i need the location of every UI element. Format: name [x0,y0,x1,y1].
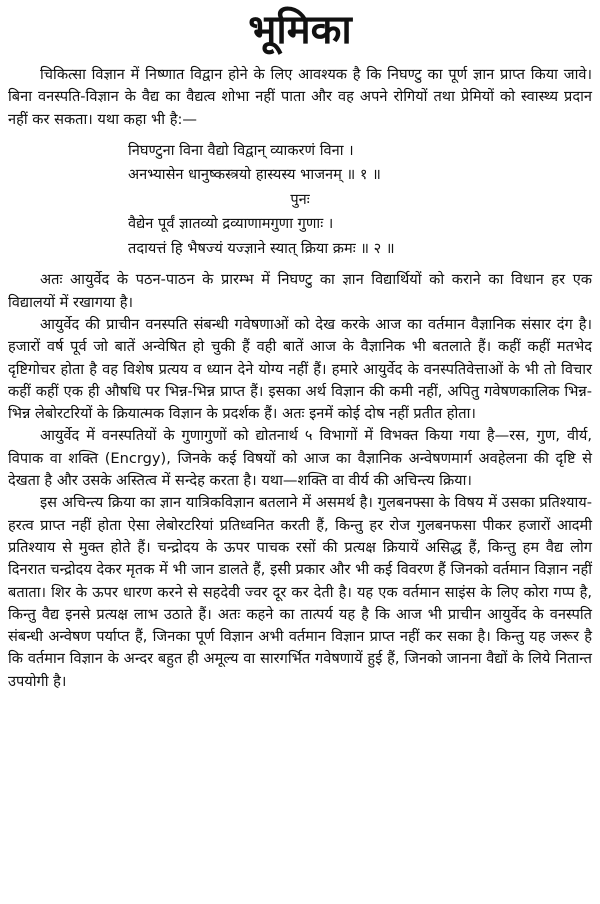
paragraph-inconceivable-action: इस अचिन्त्य क्रिया का ज्ञान यात्रिकविज्ञान बतलाने में असमर्थ है। गुलबनफ्सा के विषय में उसका प्रतिश्याय-हरत्व प्राप्त नहीं होता ऐसा लेबोरटरियां प्रतिध्वनित करती हैं, किन्तु हर रोज गुलबनफसा पीकर हजारों आदमी प्रतिश्याय से मुक्त होते हैं। चन्द्रोदय के ऊपर पाचक रसों की प्रत्यक्ष क्रियायें असिद्ध हैं, किन्तु हम वैद्य लोग दिनरात चन्द्रोदय देकर मृतक में भी जान डालते हैं, इसी प्रकार और भी कई विवरण हैं जिनको वर्तमान विज्ञान नहीं बताता। शिर के ऊपर धारण करने से सहदेवी ज्वर दूर कर देती है। यह एक वर्तमान साइंस के लिए कोरा गप्प है, किन्तु वैद्य इनसे प्रत्यक्ष लाभ उठाते हैं। अतः कहने का तात्पर्य यह है कि आज भी प्राचीन आयुर्वेद के वनस्पति संबन्धी अन्वेषण पर्याप्त हैं, जिनका पूर्ण विज्ञान अभी वर्तमान विज्ञान प्राप्त नहीं कर सका है। किन्तु यह जरूर है कि वर्तमान विज्ञान के अन्दर बहुत ही अमूल्य वा सारगर्भित गवेषणायें हुई हैं, जिनको जानना वैद्यों के लिये नितान्त उपयोगी है। [8,494,592,690]
page-title: भूमिका [248,7,352,53]
verse-line-2: अनभ्यासेन धानुष्कस्त्रयो हास्यस्य भाजनम् ॥ १ ॥ [128,166,381,184]
paragraph-ancient-research: आयुर्वेद की प्राचीन वनस्पति संबन्धी गवेषणाओं को देख करके आज का वर्तमान वैज्ञानिक संसार दंग है। हजारों वर्ष पूर्व जो बातें अन्वेषित हो चुकी हैं वही बातें आज के वैज्ञानिक भी बतलाते हैं। कहीं कहीं मतभेद दृष्टिगोचर होता है वह विशेष प्रत्यय व ध्यान देने योग्य नहीं हैं। हमारे आयुर्वेद के वनस्पतिवेत्ताओं के भी तो विचार कहीं कहीं एक ही औषधि पर भिन्न-भिन्न प्राप्त हैं। इसका अर्थ विज्ञान की कमी नहीं, अपितु गवेषणकालिक भिन्न-भिन्न लेबोरटरियों के क्रियात्मक विज्ञान के प्रदर्शक हैं। अतः इनमें कोई दोष नहीं प्रतीत होता। [8,315,592,423]
intro-paragraph: चिकित्सा विज्ञान में निष्णात विद्वान होने के लिए आवश्यक है कि निघण्टु का पूर्ण ज्ञान प्राप्त किया जावे। बिना वनस्पति-विज्ञान के वैद्य का वैद्यत्व शोभा नहीं पाता और वह अपने रोगियों तथा प्रेमियों को स्वास्थ्य प्रदान नहीं कर सकता। यथा कहा भी है:— [8,66,592,128]
verse-connector: पुनः [290,190,310,208]
paragraph-nighantu-study: अतः आयुर्वेद के पठन-पाठन के प्रारम्भ में निघण्टु का ज्ञान विद्यार्थियों को कराने का विधान हर एक विद्यालयों में रखागया है। [8,271,592,311]
verse-line-4: तदायत्तं हि भैषज्यं यज्ज्ञाने स्यात् क्रिया क्रमः ॥ २ ॥ [128,239,395,257]
paragraph-properties: आयुर्वेद में वनस्पतियों के गुणागुणों को द्योतनार्थ ५ विभागों में विभक्त किया गया है—रस, गुण, वीर्य, विपाक वा शक्ति (Encrgy), जिनके कई विषयों को आज का वैज्ञानिक अन्वेषणमार्ग अवहेलना की दृष्टि से देखता है और उसके अस्तित्व में सन्देह करता है। यथा—शक्ति वा वीर्य की अचिन्त्य क्रिया। [8,427,592,490]
verse-line-1: निघण्टुना विना वैद्यो विद्वान् व्याकरणं विना । [128,141,354,159]
verse-line-3: वैद्येन पूर्वं ज्ञातव्यो द्रव्याणामगुणा गुणाः । [128,215,334,233]
